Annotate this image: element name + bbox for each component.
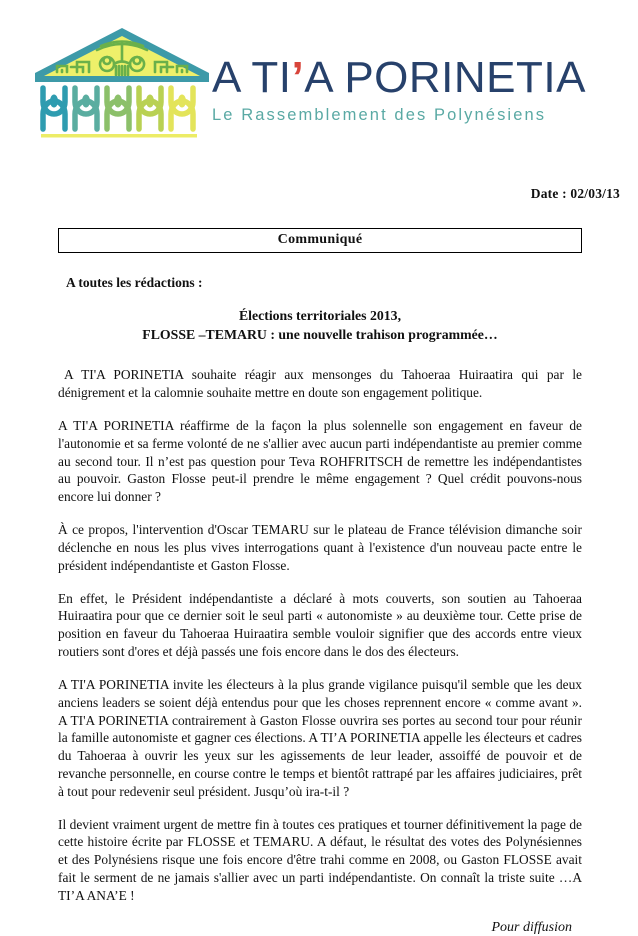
- organization-name-part-b: A PORINETIA: [304, 53, 586, 102]
- document-date: Date : 02/03/13: [530, 186, 620, 201]
- organization-name: [212, 53, 632, 102]
- communique-title-box: [58, 228, 582, 253]
- headline: [58, 307, 582, 344]
- paragraph-2: A TI'A PORINETIA réaffirme de la façon la plus solennelle son engagement en faveur de l'autonomie et sa ferme volonté de ne s'allier avec aucun parti indépendantiste au premier comme au second tour. Il n’est pas question pour Teva ROHFRITSCH de remettre les indépendantistes au pouvoir. Gaston Flosse peut-il prendre le même engagement ? Quel crédit pouvons-nous encore lui donner ?: [58, 417, 582, 505]
- wordmark: [212, 53, 632, 125]
- organization-tagline: Le Rassemblement des Polynésiens: [212, 106, 547, 124]
- organization-name-apostrophe: ’: [291, 53, 305, 102]
- headline-line-2: FLOSSE –TEMARU : une nouvelle trahison programmée…: [142, 326, 498, 342]
- signoff: Pour diffusion: [491, 919, 572, 935]
- document-body: [58, 228, 582, 936]
- communique-title: Communiqué: [277, 232, 363, 247]
- addressee-line: A toutes les rédactions :: [66, 275, 203, 290]
- paragraph-6: Il devient vraiment urgent de mettre fin à toutes ces pratiques et tourner définitivement la page de cette histoire écrite par FLOSSE et TEMARU. A défaut, le résultat des votes des Polynésiennes et des Polynésiens risque une fois encore d'être trahi comme en 2008, ou Gaston FLOSSE avait fait le serment de ne jamais s'allier avec un parti indépendantiste. On connaît la triste suite …A TI’A ANA’E !: [58, 816, 582, 903]
- paragraph-5: A TI'A PORINETIA invite les électeurs à la plus grande vigilance puisqu'il semble que les deux anciens leaders se soient déjà entendus pour que les choses reprennent encore « comme avant ». A TI'A PORINETIA contrairement à Gaston Flosse ouvrira ses portes au second tour pour réunir la famille autonomiste et gagner ces élections. A TI’A PORINETIA appelle les électeurs et cadres du Tahoeraa à ouvrir les yeux sur les agissements de leur leader, assoiffé de pouvoir et de revanche personnelle, en course contre le temps et bientôt rattrapé par les affaires judiciaires, prêt à tout pour redevenir seul président. Jusqu’où ira-t-il ?: [58, 676, 582, 799]
- paragraph-4: En effet, le Président indépendantiste a déclaré à mots couverts, son soutien au Tahoeraa Huiraatira pour que ce dernier soit le seul parti « autonomiste » au deuxième tour. Cette prise de position en faveur du Tahoeraa Huiraatira semble vouloir signifier que des accords entre vieux routiers sont d'ores et déjà passés une fois encore dans le dos des électeurs.: [58, 590, 582, 660]
- paragraph-3: À ce propos, l'intervention d'Oscar TEMARU sur le plateau de France télévision dimanche soir déclenche en nous les plus vives interrogations quant à l'existence d'un nouveau pacte entre le président indépendantiste et Gaston Flosse.: [58, 522, 582, 573]
- paragraph-1: A TI'A PORINETIA souhaite réagir aux mensonges du Tahoeraa Huiraatira qui par le dénigrement et la calomnie souhaite mettre en doute son engagement politique.: [58, 367, 582, 401]
- organization-name-part-a: A TI: [212, 53, 292, 102]
- headline-line-1: Élections territoriales 2013,: [238, 308, 402, 323]
- letterhead: [0, 0, 638, 152]
- ati-a-porinetia-logo: [33, 26, 211, 144]
